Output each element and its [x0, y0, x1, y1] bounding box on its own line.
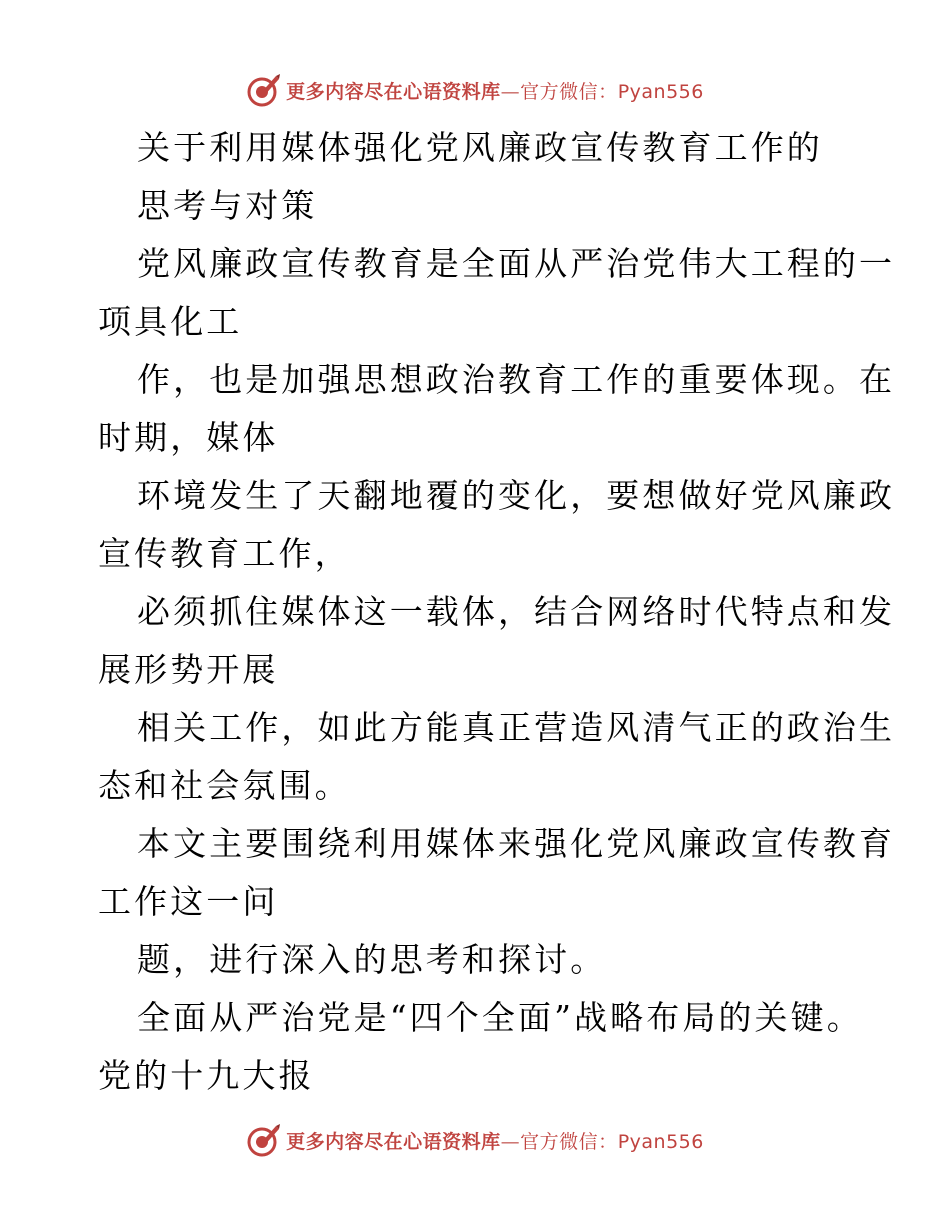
footer-banner	[0, 1120, 950, 1160]
banner-site-text: 更多内容尽在心语资料库	[286, 1130, 501, 1153]
paragraph-line: 环境发生了天翻地覆的变化，要想做好党风廉政	[137, 476, 896, 515]
footer-banner-text	[286, 1127, 704, 1154]
paragraph-line: 必须抓住媒体这一载体，结合网络时代特点和发	[137, 592, 896, 631]
paragraph-line: 题，进行深入的思考和探讨。	[137, 940, 607, 979]
banner-wechat-id: Pyan556	[617, 1130, 704, 1153]
banner-contact-text: 官方微信：	[520, 80, 618, 103]
paragraph-line: 项具化工	[98, 302, 243, 341]
document-title-line-1: 关于利用媒体强化党风廉政宣传教育工作的	[137, 128, 823, 167]
paragraph-line: 工作这一问	[98, 882, 279, 921]
banner-separator: —	[500, 80, 521, 103]
paragraph-line: 态和社会氛围。	[98, 766, 351, 805]
paragraph-line: 展形势开展	[98, 650, 279, 689]
banner-contact-text: 官方微信：	[520, 1130, 618, 1153]
paragraph-line: 党的十九大报	[98, 1056, 315, 1095]
banner-wechat-id: Pyan556	[617, 80, 704, 103]
pen-seal-icon	[246, 1122, 282, 1158]
paragraph-line: 全面从严治党是“四个全面”战略布局的关键。	[137, 998, 863, 1037]
paragraph-line: 党风廉政宣传教育是全面从严治党伟大工程的一	[137, 244, 896, 283]
paragraph-line: 宣传教育工作，	[98, 534, 351, 573]
paragraph-line: 时期，媒体	[98, 418, 279, 457]
paragraph-line: 本文主要围绕利用媒体来强化党风廉政宣传教育	[137, 824, 896, 863]
paragraph-line: 作，也是加强思想政治教育工作的重要体现。在	[137, 360, 896, 399]
document-title-line-2: 思考与对策	[137, 186, 318, 225]
banner-separator: —	[500, 1130, 521, 1153]
banner-site-text: 更多内容尽在心语资料库	[286, 80, 501, 103]
paragraph-line: 相关工作，如此方能真正营造风清气正的政治生	[137, 708, 896, 747]
